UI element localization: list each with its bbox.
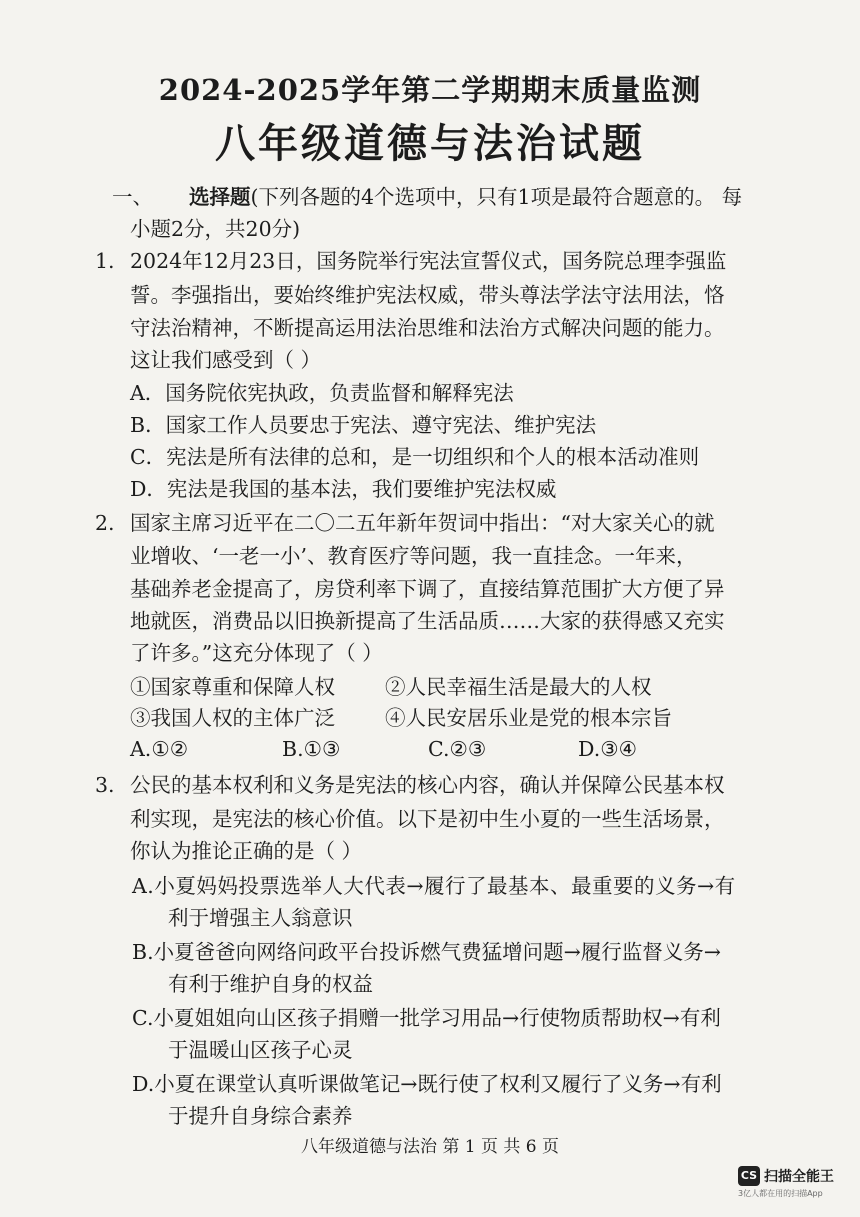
option-c-cont: 于温暖山区孩子心灵 [168,1038,353,1062]
section-instruction-cont: 小题2分，共20分) [130,217,301,241]
option-d-cont: 于提升自身综合素养 [168,1104,353,1128]
question-number: 3. [95,773,115,797]
question-stem-line: 这让我们感受到（ ） [130,348,322,372]
question-stem-line: 你认为推论正确的是（ ） [130,839,363,863]
scanner-tagline: 3亿人都在用的扫描App [738,1189,823,1198]
question-stem-line: 国家主席习近平在二〇二五年新年贺词中指出：“对大家关心的就 [130,511,715,535]
option-d: D.③④ [578,737,637,761]
statement-3: ③我国人权的主体广泛 [130,706,335,730]
option-a: A.①② [130,737,189,761]
question-number: 1. [95,249,115,273]
option-a-cont: 利于增强主人翁意识 [168,906,353,930]
camscanner-logo-icon: CS [738,1166,760,1186]
option-b: B.小夏爸爸向网络问政平台投诉燃气费猛增问题→履行监督义务→ [132,940,721,964]
question-stem-line: 地就医，消费品以旧换新提高了生活品质……大家的获得感又充实 [130,609,725,633]
section-name: 选择题 [189,185,251,209]
option-c: C.②③ [428,737,487,761]
statement-4: ④人民安居乐业是党的根本宗旨 [385,706,672,730]
exam-title: 2024-2025学年第二学期期末质量监测 [158,73,702,107]
question-stem-line: 利实现，是宪法的核心价值。以下是初中生小夏的一些生活场景， [130,807,725,831]
option-b-cont: 有利于维护自身的权益 [168,972,373,996]
option-b: B．国家工作人员要忠于宪法、遵守宪法、维护宪法 [130,413,597,437]
question-stem-line: 誓。李强指出，要始终维护宪法权威，带头尊法学法守法用法，恪 [130,283,725,307]
question-stem-line: 业增收、‘一老一小’、教育医疗等问题，我一直挂念。一年来， [130,544,697,568]
question-number: 2. [95,511,115,535]
scanner-app-name: 扫描全能王 [764,1169,834,1185]
question-stem-line: 守法治精神，不断提高运用法治思维和法治方式解决问题的能力。 [130,316,725,340]
option-c: C.小夏姐姐向山区孩子捐赠一批学习用品→行使物质帮助权→有利 [132,1006,721,1030]
question-stem-line: 了许多。”这充分体现了（ ） [130,641,383,665]
option-c: C．宪法是所有法律的总和，是一切组织和个人的根本活动准则 [130,445,700,469]
option-a: A．国务院依宪执政，负责监督和解释宪法 [130,381,514,405]
scanner-stamp [738,1164,848,1204]
option-d: D．宪法是我国的基本法，我们要维护宪法权威 [130,477,557,501]
statement-1: ①国家尊重和保障人权 [130,675,335,699]
section-number: 一、 [112,185,153,209]
exam-subject-title: 八年级道德与法治试题 [215,120,645,167]
option-d: D.小夏在课堂认真听课做笔记→既行使了权利又履行了义务→有利 [132,1072,722,1096]
statement-2: ②人民幸福生活是最大的人权 [385,675,652,699]
option-a: A.小夏妈妈投票选举人大代表→履行了最基本、最重要的义务→有 [132,874,736,898]
question-stem-line: 基础养老金提高了，房贷利率下调了，直接结算范围扩大方便了异 [130,577,725,601]
section-heading [112,182,742,212]
question-stem-line: 2024年12月23日，国务院举行宪法宣誓仪式，国务院总理李强监 [130,249,727,273]
section-instruction: (下列各题的4个选项中，只有1项是最符合题意的。 每 [250,185,743,209]
option-b: B.①③ [282,737,341,761]
page-footer: 八年级道德与法治 第 1 页 共 6 页 [300,1137,560,1157]
question-stem-line: 公民的基本权利和义务是宪法的核心内容，确认并保障公民基本权 [130,773,725,797]
